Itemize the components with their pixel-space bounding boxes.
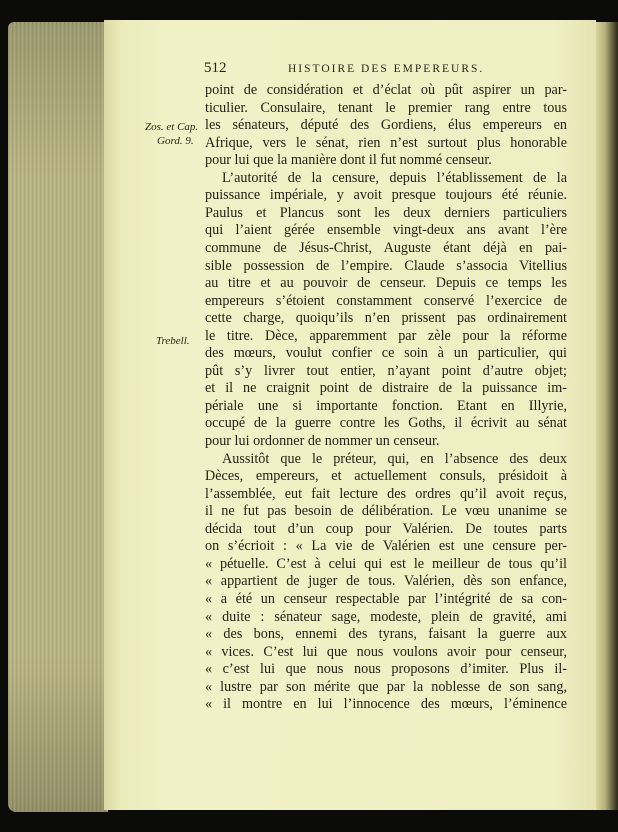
text-line: Dèces, empereurs, et actuellement consuls, présidoit à (205, 468, 567, 485)
text-line: qui l’aient gérée ensemble vingt-deux ans avant l’ère (205, 222, 567, 239)
text-line: périale une si importante fonction. Etant en Illyrie, (205, 397, 567, 414)
text-line: « des bons, ennemi des tyrans, faisant la guerre aux (205, 626, 567, 643)
margin-note: Zos. et Cap. (145, 121, 199, 133)
text-line: on s’écrioit : « La vie de Valérien est une censure per- (205, 538, 567, 555)
text-line: point de considération et d’éclat où pût aspirer un par- (205, 82, 567, 98)
text-line: cette charge, quoiqu’ils n’en prissent pas ordinairement (205, 310, 567, 327)
text-line: « lustre par son mérite que par la noblesse de son sang, (205, 678, 567, 695)
text-line: le titre. Dèce, apparemment par zèle pour la réforme (205, 327, 567, 344)
text-line: Aussitôt que le préteur, qui, en l’absence des deux (222, 450, 567, 467)
text-line: « duite : sénateur sage, modeste, plein de gravité, ami (205, 608, 567, 625)
text-line: empereurs s’étoient constamment conservé l’exercice de (205, 292, 567, 309)
running-title: HISTOIRE DES EMPEREURS. (288, 63, 485, 75)
text-line: « vices. C’est lui que nous voulons avoir pour censeur, (205, 643, 567, 660)
text-line: pût s’y livrer tout entier, n’ayant point d’autre objet; (205, 362, 567, 379)
text-line: puissance impériale, y avoit presque toujours été réunie. (205, 187, 567, 204)
text-line: « a été un censeur respectable par l’intégrité de sa con- (205, 590, 567, 607)
text-line: « appartient de juger de tous. Valérien, dès son enfance, (205, 573, 567, 590)
text-line: commune de Jésus-Christ, Auguste étant déjà en pai- (205, 239, 567, 256)
text-line: et il ne craignit point de distraire de la puissance im- (205, 380, 567, 397)
text-line: Afrique, vers le sénat, rien n’est surtout plus honorable (205, 134, 567, 151)
text-line: occupé de la guerre contre les Goths, il écrivit au sénat (205, 415, 567, 432)
text-line: les sénateurs, député des Gordiens, élus empereurs en (205, 117, 567, 134)
text-line: sible possession de l’empire. Claude s’associa Vitellius (205, 257, 567, 274)
page-number: 512 (204, 60, 227, 76)
book-page-edges (8, 22, 108, 812)
text-line: l’assemblée, eut fait lecture des ordres qu’il avoit reçus, (205, 485, 567, 502)
text-line: pour lui que la manière dont il fut nommé censeur. (205, 152, 492, 169)
facing-page-edge (596, 22, 618, 810)
text-line: Paulus et Plancus sont les deux derniers particuliers (205, 204, 567, 221)
margin-note: Gord. 9. (157, 135, 194, 147)
text-line: « c’est lui que nous nous proposons d’imiter. Plus il- (205, 661, 567, 678)
text-line: « il montre en lui l’innocence des mœurs, l’éminence (205, 696, 567, 713)
text-line: L’autorité de la censure, depuis l’établissement de la (222, 169, 567, 186)
text-line: au titre et au pouvoir de censeur. Depuis ce temps les (205, 275, 567, 292)
text-line: décida tout d’un coup pour Valérien. De toutes parts (205, 520, 567, 537)
text-line: il ne fut pas besoin de délibération. Le vœu unanime se (205, 503, 567, 520)
text-line: pour lui ordonner de nommer un censeur. (205, 433, 440, 449)
text-line: ticulier. Consulaire, tenant le premier rang entre tous (205, 99, 567, 116)
margin-note: Trebell. (156, 335, 190, 347)
text-line: « pétuelle. C’est à celui qui est le meilleur de tous qu’il (205, 555, 567, 572)
text-line: des mœurs, voulut confier ce soin à un particulier, qui (205, 345, 567, 362)
